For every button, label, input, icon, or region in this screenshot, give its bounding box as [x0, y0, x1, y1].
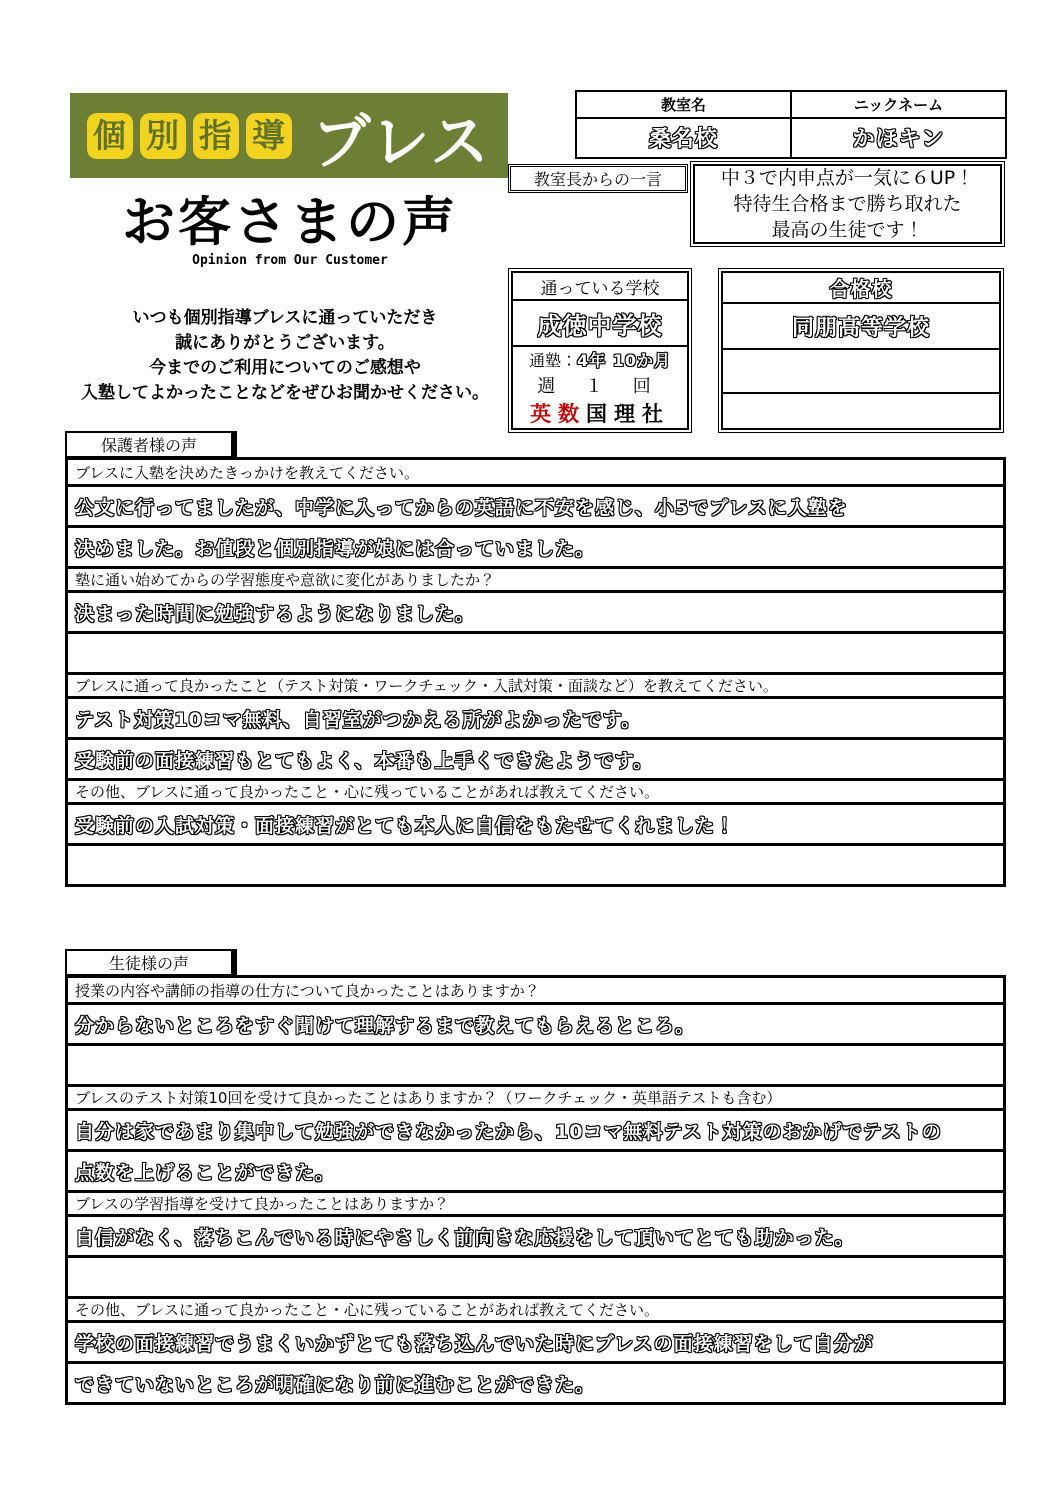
subject-black: 国: [586, 401, 614, 426]
answer-text: 決めました。お値段と個別指導が娘には合っていました。: [75, 537, 596, 560]
principal-comment-line: 中３で内申点が一気に６UP！: [720, 167, 975, 189]
student-question-row: [68, 978, 1003, 1002]
question-text: ブレスの学習指導を受けて良かったことはありますか？: [75, 1195, 449, 1213]
logo-badge-icon: 個: [87, 113, 133, 159]
question-text: ブレスに通って良かったこと（テスト対策・ワークチェック・入試対策・面談など）を教えてください。: [75, 677, 778, 695]
student-answer-row: [68, 1255, 1003, 1296]
answer-text: 自分は家であまり集中して勉強ができなかったから、10コマ無料テスト対策のおかげでテストの: [75, 1120, 942, 1143]
answer-text: 公文に行ってましたが、中学に入ってからの英語に不安を感じ、小5でブレスに入塾を: [75, 496, 848, 519]
parent-qa-table: [65, 457, 1006, 887]
question-text: 授業の内容や講師の指導の仕方について良かったことはありますか？: [75, 981, 540, 1000]
intro-line: いつも個別指導ブレスに通っていただき: [132, 308, 438, 328]
info-table-header-row: [577, 92, 1005, 119]
student-qa-table: [65, 975, 1006, 1405]
answer-text: 受験前の面接練習もとてもよく、本番も上手くできたようです。: [75, 749, 654, 772]
nickname-value: かほキン: [790, 119, 1005, 157]
logo-badge-icon: 指: [193, 113, 239, 159]
subject-black: 社: [642, 401, 670, 426]
page-title: お客さまの声: [122, 192, 458, 253]
intro-line: 入塾してよかったことなどをぜひお聞かせください。: [81, 383, 489, 403]
answer-text: 決まった時間に勉強するようになりました。: [75, 602, 476, 625]
classroom-info-table: [575, 90, 1007, 159]
passed-school-empty-row: [723, 350, 999, 394]
parent-question-row: [68, 566, 1003, 590]
weekly-frequency: 週 １ 回: [537, 375, 663, 397]
answer-text: 受験前の入試対策・面接練習がとても本人に自信をもたせてくれました！: [75, 814, 736, 837]
student-answer-row: [68, 1320, 1003, 1361]
brand-logo-banner: [70, 93, 508, 178]
student-answer-row: [68, 1214, 1003, 1255]
logo-badge-icon: 導: [246, 113, 292, 159]
answer-text: できていないところが明確になり前に進むことができた。: [75, 1373, 596, 1396]
principal-comment-box: [690, 161, 1005, 247]
parent-answer-row: [68, 737, 1003, 778]
student-answer-row: [68, 1108, 1003, 1149]
parent-answer-row: [68, 631, 1003, 672]
attending-school-name: 成徳中学校: [513, 301, 687, 347]
question-text: その他、ブレスに通って良かったこと・心に残っていることがあれば教えてください。: [75, 783, 659, 801]
question-text: ブレスのテスト対策10回を受けて良かったことはありますか？（ワークチェック・英単語テストも含む）: [75, 1089, 782, 1107]
intro-text: [55, 306, 515, 406]
parent-answer-row: [68, 843, 1003, 884]
brand-name: ブレス: [312, 105, 492, 177]
parent-answer-row: [68, 802, 1003, 843]
attending-school-header: 通っている学校: [513, 273, 687, 301]
student-question-row: [68, 1296, 1003, 1320]
page-subtitle: Opinion from Our Customer: [192, 253, 388, 268]
parent-answer-row: [68, 525, 1003, 566]
logo-badge-icon: 別: [140, 113, 186, 159]
parent-answer-row: [68, 484, 1003, 525]
attendance-duration: [529, 348, 671, 371]
answer-text: テスト対策10コマ無料、自習室がつかえる所がよかったです。: [75, 708, 642, 731]
subject-red: 数: [558, 401, 586, 426]
intro-line: 今までのご利用についてのご感想や: [149, 358, 421, 378]
principal-comment-line: 特待生合格まで勝ち取れた: [733, 193, 962, 215]
question-text: 塾に通い始めてからの学習態度や意欲に変化がありましたか？: [75, 571, 496, 589]
classroom-name-value: 桑名校: [648, 127, 718, 152]
passed-school-box: [718, 268, 1004, 433]
parent-question-row: [68, 460, 1003, 484]
answer-text: 点数を上げることができた。: [75, 1161, 336, 1184]
student-answer-row: [68, 1149, 1003, 1190]
passed-school-empty-row: [723, 394, 999, 428]
student-answer-row: [68, 1002, 1003, 1043]
attendance-value: 4年 10か月: [577, 350, 671, 370]
principal-comment-text: [693, 164, 1002, 244]
passed-school-header: 合格校: [723, 273, 999, 304]
attendance-info: [513, 347, 687, 428]
student-question-row: [68, 1190, 1003, 1214]
classroom-name-header: 教室名: [660, 96, 706, 114]
intro-line: 誠にありがとうございます。: [175, 333, 395, 353]
answer-text: 分からないところをすぐ聞けて理解するまで教えてもらえるところ。: [75, 1014, 696, 1037]
student-question-row: [68, 1084, 1003, 1108]
question-text: その他、ブレスに通って良かったこと・心に残っていることがあれば教えてください。: [75, 1301, 659, 1319]
student-answer-row: [68, 1043, 1003, 1084]
parent-answer-row: [68, 590, 1003, 631]
student-section-tab: 生徒様の声: [65, 949, 237, 976]
answer-text: 学校の面接練習でうまくいかずとても落ち込んでいた時にブレスの面接練習をして自分が: [75, 1332, 874, 1355]
principal-comment-line: 最高の生徒です！: [771, 219, 924, 241]
parent-section-tab: 保護者様の声: [65, 431, 237, 458]
student-answer-row: [68, 1361, 1003, 1402]
attendance-label: 通塾：: [529, 350, 578, 370]
nickname-header: ニックネーム: [790, 92, 1005, 117]
subject-red: 英: [530, 401, 558, 426]
answer-text: 自信がなく、落ちこんでいる時にやさしく前向きな応援をして頂いてとても助かった。: [75, 1226, 855, 1249]
parent-question-row: [68, 778, 1003, 802]
attending-school-box: [508, 268, 692, 433]
principal-comment-label: 教室長からの一言: [508, 164, 688, 193]
question-text: ブレスに入塾を決めたきっかけを教えてください。: [75, 463, 419, 482]
passed-school-name: 同朋高等学校: [723, 304, 999, 350]
subject-black: 理: [614, 401, 642, 426]
subject-list: [530, 398, 670, 428]
parent-question-row: [68, 672, 1003, 696]
parent-answer-row: [68, 696, 1003, 737]
info-table-value-row: [577, 119, 1005, 157]
